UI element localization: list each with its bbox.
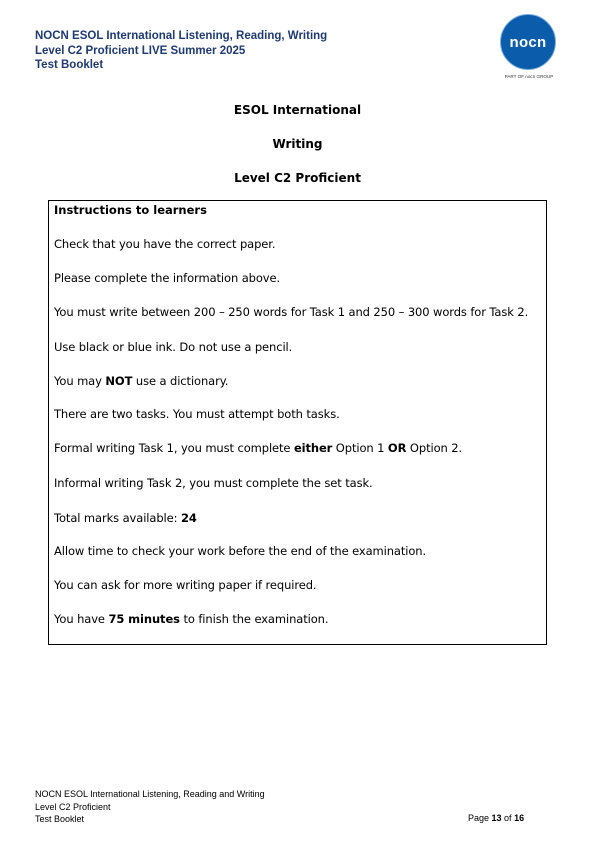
section-title: Writing bbox=[272, 137, 323, 151]
instruction-line: You have 75 minutes to finish the examination. bbox=[54, 612, 329, 626]
footer-line-2: Level C2 Proficient bbox=[35, 801, 111, 812]
instruction-line: Use black or blue ink. Do not use a pencil. bbox=[54, 340, 293, 354]
instruction-line: Please complete the information above. bbox=[54, 271, 281, 285]
header-line-3: Test Booklet bbox=[35, 59, 104, 71]
logo-subtitle: PART OF nocn GROUP bbox=[504, 74, 554, 79]
instruction-line: There are two tasks. You must attempt both tasks. bbox=[54, 407, 340, 421]
footer-line-3: Test Booklet bbox=[35, 814, 85, 824]
instruction-line: Formal writing Task 1, you must complete either Option 1 OR Option 2. bbox=[54, 441, 463, 455]
page-number: Page 13 of 16 bbox=[468, 813, 525, 823]
document-footer bbox=[35, 788, 265, 826]
instruction-line: Total marks available: 24 bbox=[54, 511, 197, 525]
main-title: ESOL International bbox=[233, 103, 362, 117]
header-line-2: Level C2 Proficient LIVE Summer 2025 bbox=[35, 44, 246, 57]
footer-line-1: NOCN ESOL International Listening, Reading and Writing bbox=[35, 789, 265, 799]
level-title: Level C2 Proficient bbox=[234, 171, 361, 185]
instruction-line: You can ask for more writing paper if required. bbox=[54, 578, 317, 592]
instruction-line: Allow time to check your work before the end of the examination. bbox=[54, 544, 427, 558]
instruction-line: You may NOT use a dictionary. bbox=[54, 374, 229, 388]
nocn-logo bbox=[500, 14, 558, 79]
instructions-box bbox=[48, 200, 547, 645]
instruction-line: Informal writing Task 2, you must complete the set task. bbox=[54, 476, 373, 490]
logo-text: nocn bbox=[509, 33, 547, 51]
document-header bbox=[35, 29, 327, 73]
instruction-line: Check that you have the correct paper. bbox=[54, 237, 276, 251]
logo-circle bbox=[500, 14, 556, 70]
instructions-title: Instructions to learners bbox=[54, 203, 207, 217]
instruction-line: You must write between 200 – 250 words for Task 1 and 250 – 300 words for Task 2. bbox=[54, 305, 529, 319]
header-line-1: NOCN ESOL International Listening, Reading, Writing bbox=[35, 30, 328, 42]
